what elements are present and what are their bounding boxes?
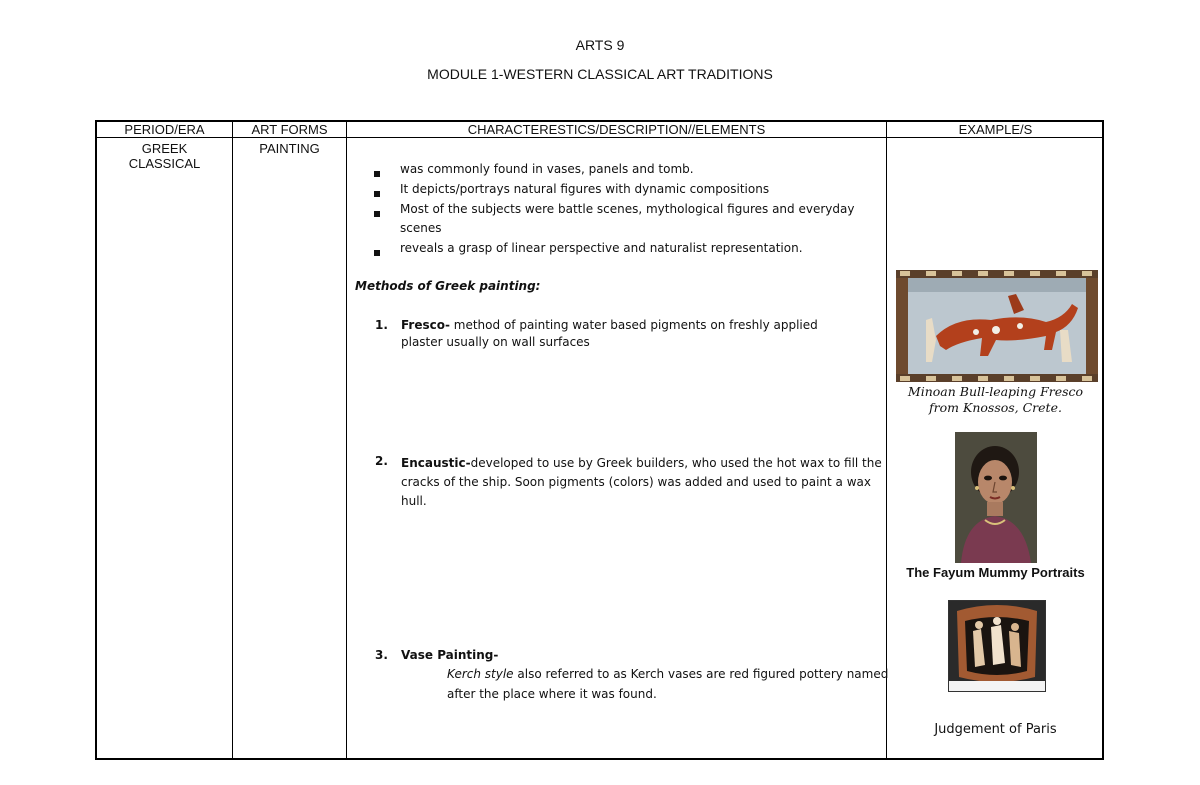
method-description-line: cracks of the ship. Soon pigments (colors) was added and used to paint a wax [401, 475, 871, 489]
bullet-item: reveals a grasp of linear perspective and naturalist representation. [400, 241, 803, 255]
method-sub-term: Kerch style [447, 667, 514, 681]
method-description: also referred to as Kerch vases are red figured pottery named [513, 667, 889, 681]
method-term: Vase Painting- [401, 648, 499, 662]
fayum-portrait-image [955, 432, 1037, 563]
column-header-characteristics: CHARACTERESTICS/DESCRIPTION//ELEMENTS [467, 122, 766, 137]
document-title: ARTS 9 [575, 37, 625, 53]
module-subtitle: MODULE 1-WESTERN CLASSICAL ART TRADITIONS [427, 66, 773, 82]
bullet-item-continued: scenes [400, 221, 442, 235]
bullet-item: Most of the subjects were battle scenes, mythological figures and everyday [400, 202, 855, 216]
method-description-line: after the place where it was found. [447, 687, 657, 701]
bull-leaping-fresco-image [896, 270, 1098, 382]
art-traditions-table [95, 120, 1104, 760]
method-description-line: plaster usually on wall surfaces [401, 335, 590, 349]
method-number: 2. [375, 454, 388, 468]
bullet-icon [374, 206, 380, 220]
column-divider [232, 122, 233, 758]
characteristics-cell [355, 122, 889, 758]
method-vase-painting [401, 648, 889, 701]
fresco-caption: Minoan Bull-leaping Fresco from Knossos, Crete. [907, 384, 1084, 415]
method-encaustic [401, 454, 886, 511]
bullet-item: was commonly found in vases, panels and tomb. [400, 162, 694, 176]
method-number: 1. [375, 318, 388, 332]
column-header-period: PERIOD/ERA [124, 122, 205, 137]
period-line-1: GREEK [141, 141, 188, 156]
judgement-of-paris-image [948, 600, 1046, 692]
method-description-line: hull. [401, 494, 427, 508]
method-description: developed to use by Greek builders, who used the hot wax to fill the [470, 456, 882, 470]
method-term: Fresco- [401, 318, 450, 332]
methods-heading: Methods of Greek painting: [355, 279, 541, 293]
column-header-examples: EXAMPLE/S [958, 122, 1033, 137]
bullet-icon [374, 245, 380, 259]
judgement-caption: Judgement of Paris [934, 722, 1057, 737]
fayum-caption: The Fayum Mummy Portraits [906, 565, 1085, 580]
method-term: Encaustic- [401, 456, 471, 470]
bullet-icon [374, 166, 380, 180]
method-number: 3. [375, 648, 388, 662]
column-divider [346, 122, 347, 758]
bullet-icon [374, 186, 380, 200]
method-fresco [401, 318, 881, 349]
method-description: method of painting water based pigments on freshly applied [449, 318, 818, 332]
art-form-cell: PAINTING [259, 141, 320, 156]
period-cell [97, 141, 232, 171]
bullet-item: It depicts/portrays natural figures with dynamic compositions [400, 182, 770, 196]
column-header-art-forms: ART FORMS [251, 122, 328, 137]
period-line-2: CLASSICAL [128, 156, 201, 171]
examples-cell [887, 122, 1104, 758]
characteristics-bullet-list [374, 162, 874, 262]
